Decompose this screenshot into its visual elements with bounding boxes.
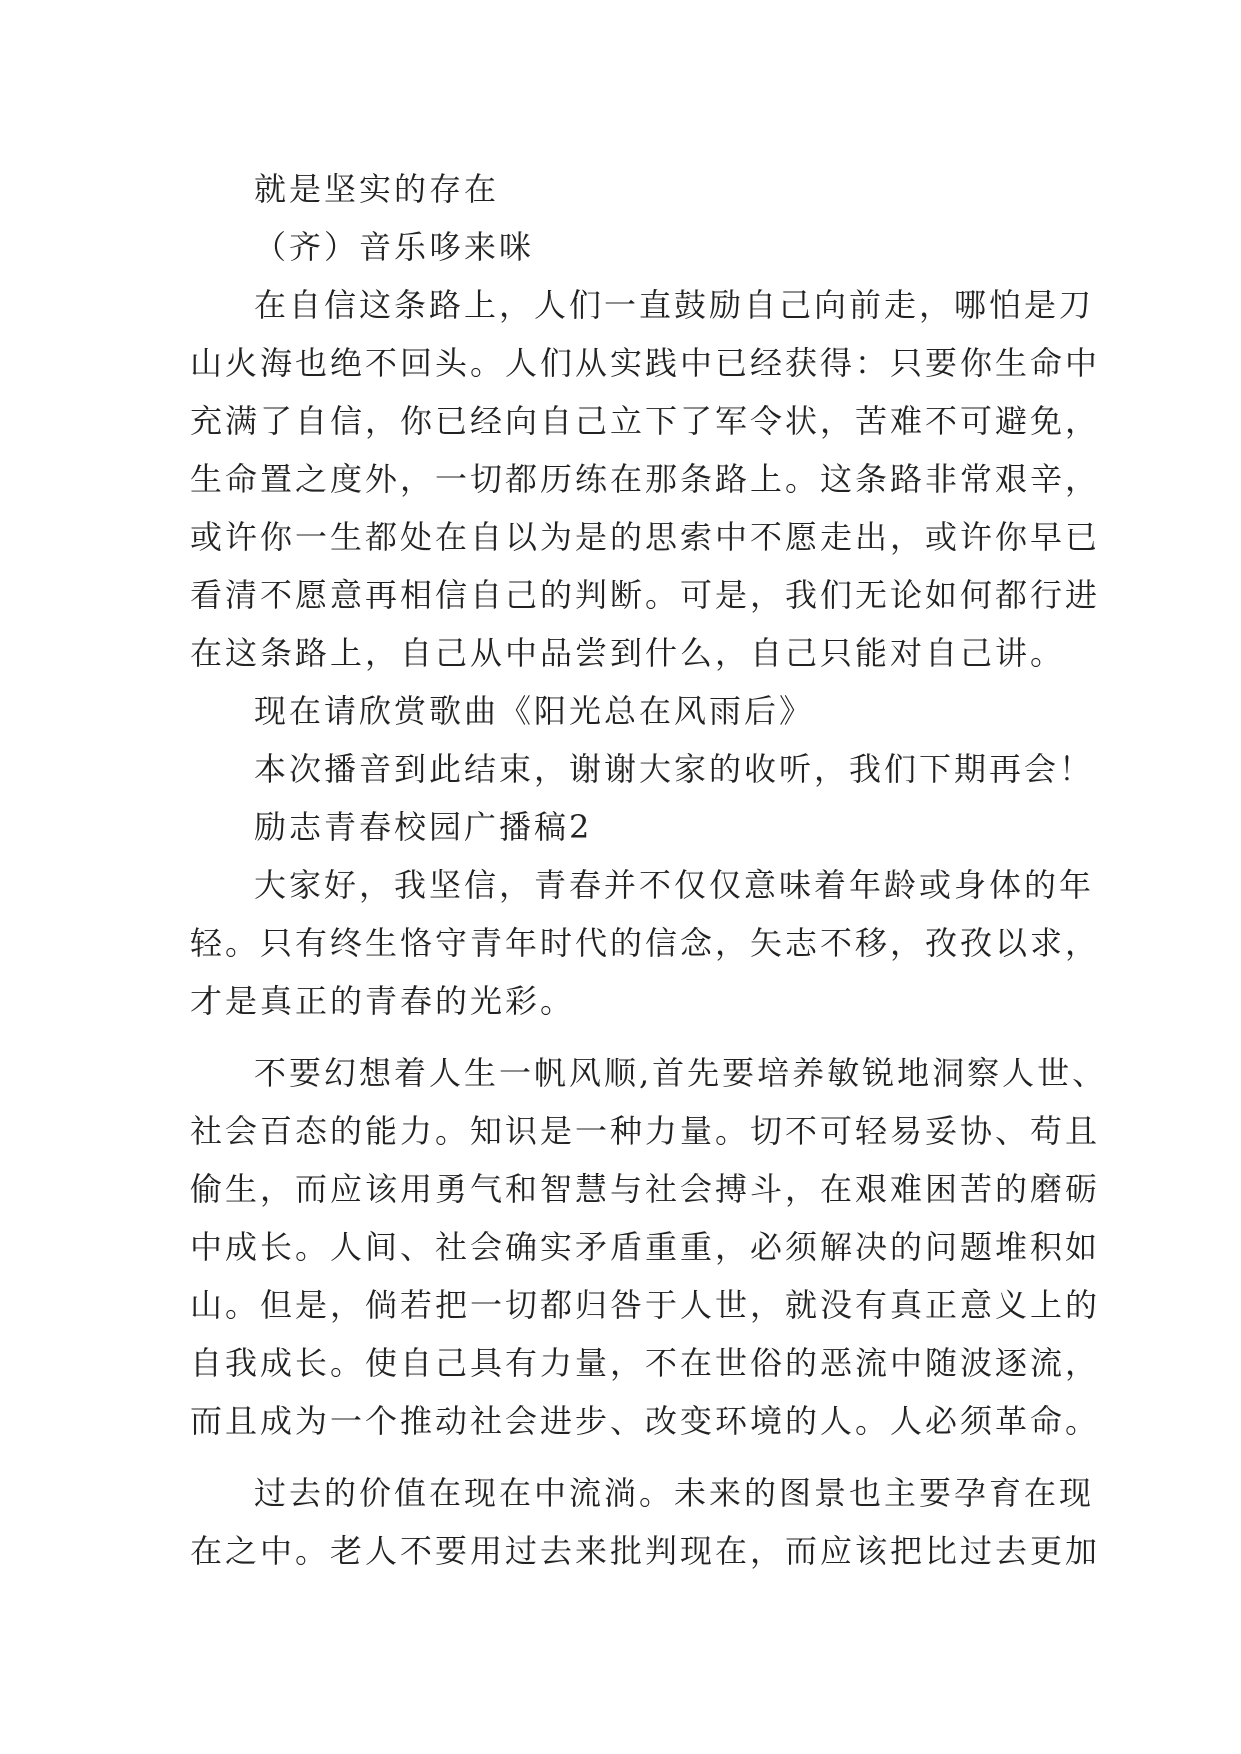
text-line: 社会百态的能力。知识是一种力量。切不可轻易妥协、苟且: [190, 1112, 1101, 1150]
text-line: 山。但是，倘若把一切都归咎于人世，就没有真正意义上的: [190, 1286, 1101, 1324]
text-line: 在这条路上，自己从中品尝到什么，自己只能对自己讲。: [190, 634, 1066, 672]
text-line: 在自信这条路上，人们一直鼓励自己向前走，哪怕是刀: [254, 286, 1095, 324]
text-line: 轻。只有终生恪守青年时代的信念，矢志不移，孜孜以求，: [190, 924, 1101, 962]
text-line: 现在请欣赏歌曲《阳光总在风雨后》: [254, 692, 815, 730]
text-line: 或许你一生都处在自以为是的思索中不愿走出，或许你早已: [190, 518, 1101, 556]
text-line: 本次播音到此结束，谢谢大家的收听，我们下期再会！: [254, 750, 1095, 788]
text-line: 励志青春校园广播稿2: [254, 808, 593, 846]
text-line: 不要幻想着人生一帆风顺,首先要培养敏锐地洞察人世、: [254, 1054, 1108, 1092]
text-line: 过去的价值在现在中流淌。未来的图景也主要孕育在现: [254, 1474, 1095, 1512]
document-body: [190, 160, 1108, 1580]
text-line: 偷生，而应该用勇气和智慧与社会搏斗，在艰难困苦的磨砺: [190, 1170, 1101, 1208]
text-line: 就是坚实的存在: [254, 170, 500, 208]
text-line: 充满了自信，你已经向自己立下了军令状，苦难不可避免，: [190, 402, 1101, 440]
text-line: 大家好，我坚信，青春并不仅仅意味着年龄或身体的年: [254, 866, 1095, 904]
text-line: 才是真正的青春的光彩。: [190, 982, 576, 1020]
text-line: 看清不愿意再相信自己的判断。可是，我们无论如何都行进: [190, 576, 1101, 614]
text-line: （齐）音乐哆来咪: [254, 228, 535, 266]
text-line: 而且成为一个推动社会进步、改变环境的人。人必须革命。: [190, 1402, 1101, 1440]
text-line: 在之中。老人不要用过去来批判现在，而应该把比过去更加: [190, 1532, 1101, 1570]
text-line: 山火海也绝不回头。人们从实践中已经获得：只要你生命中: [190, 344, 1101, 382]
text-line: 中成长。人间、社会确实矛盾重重，必须解决的问题堆积如: [190, 1228, 1101, 1266]
text-line: 生命置之度外，一切都历练在那条路上。这条路非常艰辛，: [190, 460, 1101, 498]
text-line: 自我成长。使自己具有力量，不在世俗的恶流中随波逐流，: [190, 1344, 1101, 1382]
